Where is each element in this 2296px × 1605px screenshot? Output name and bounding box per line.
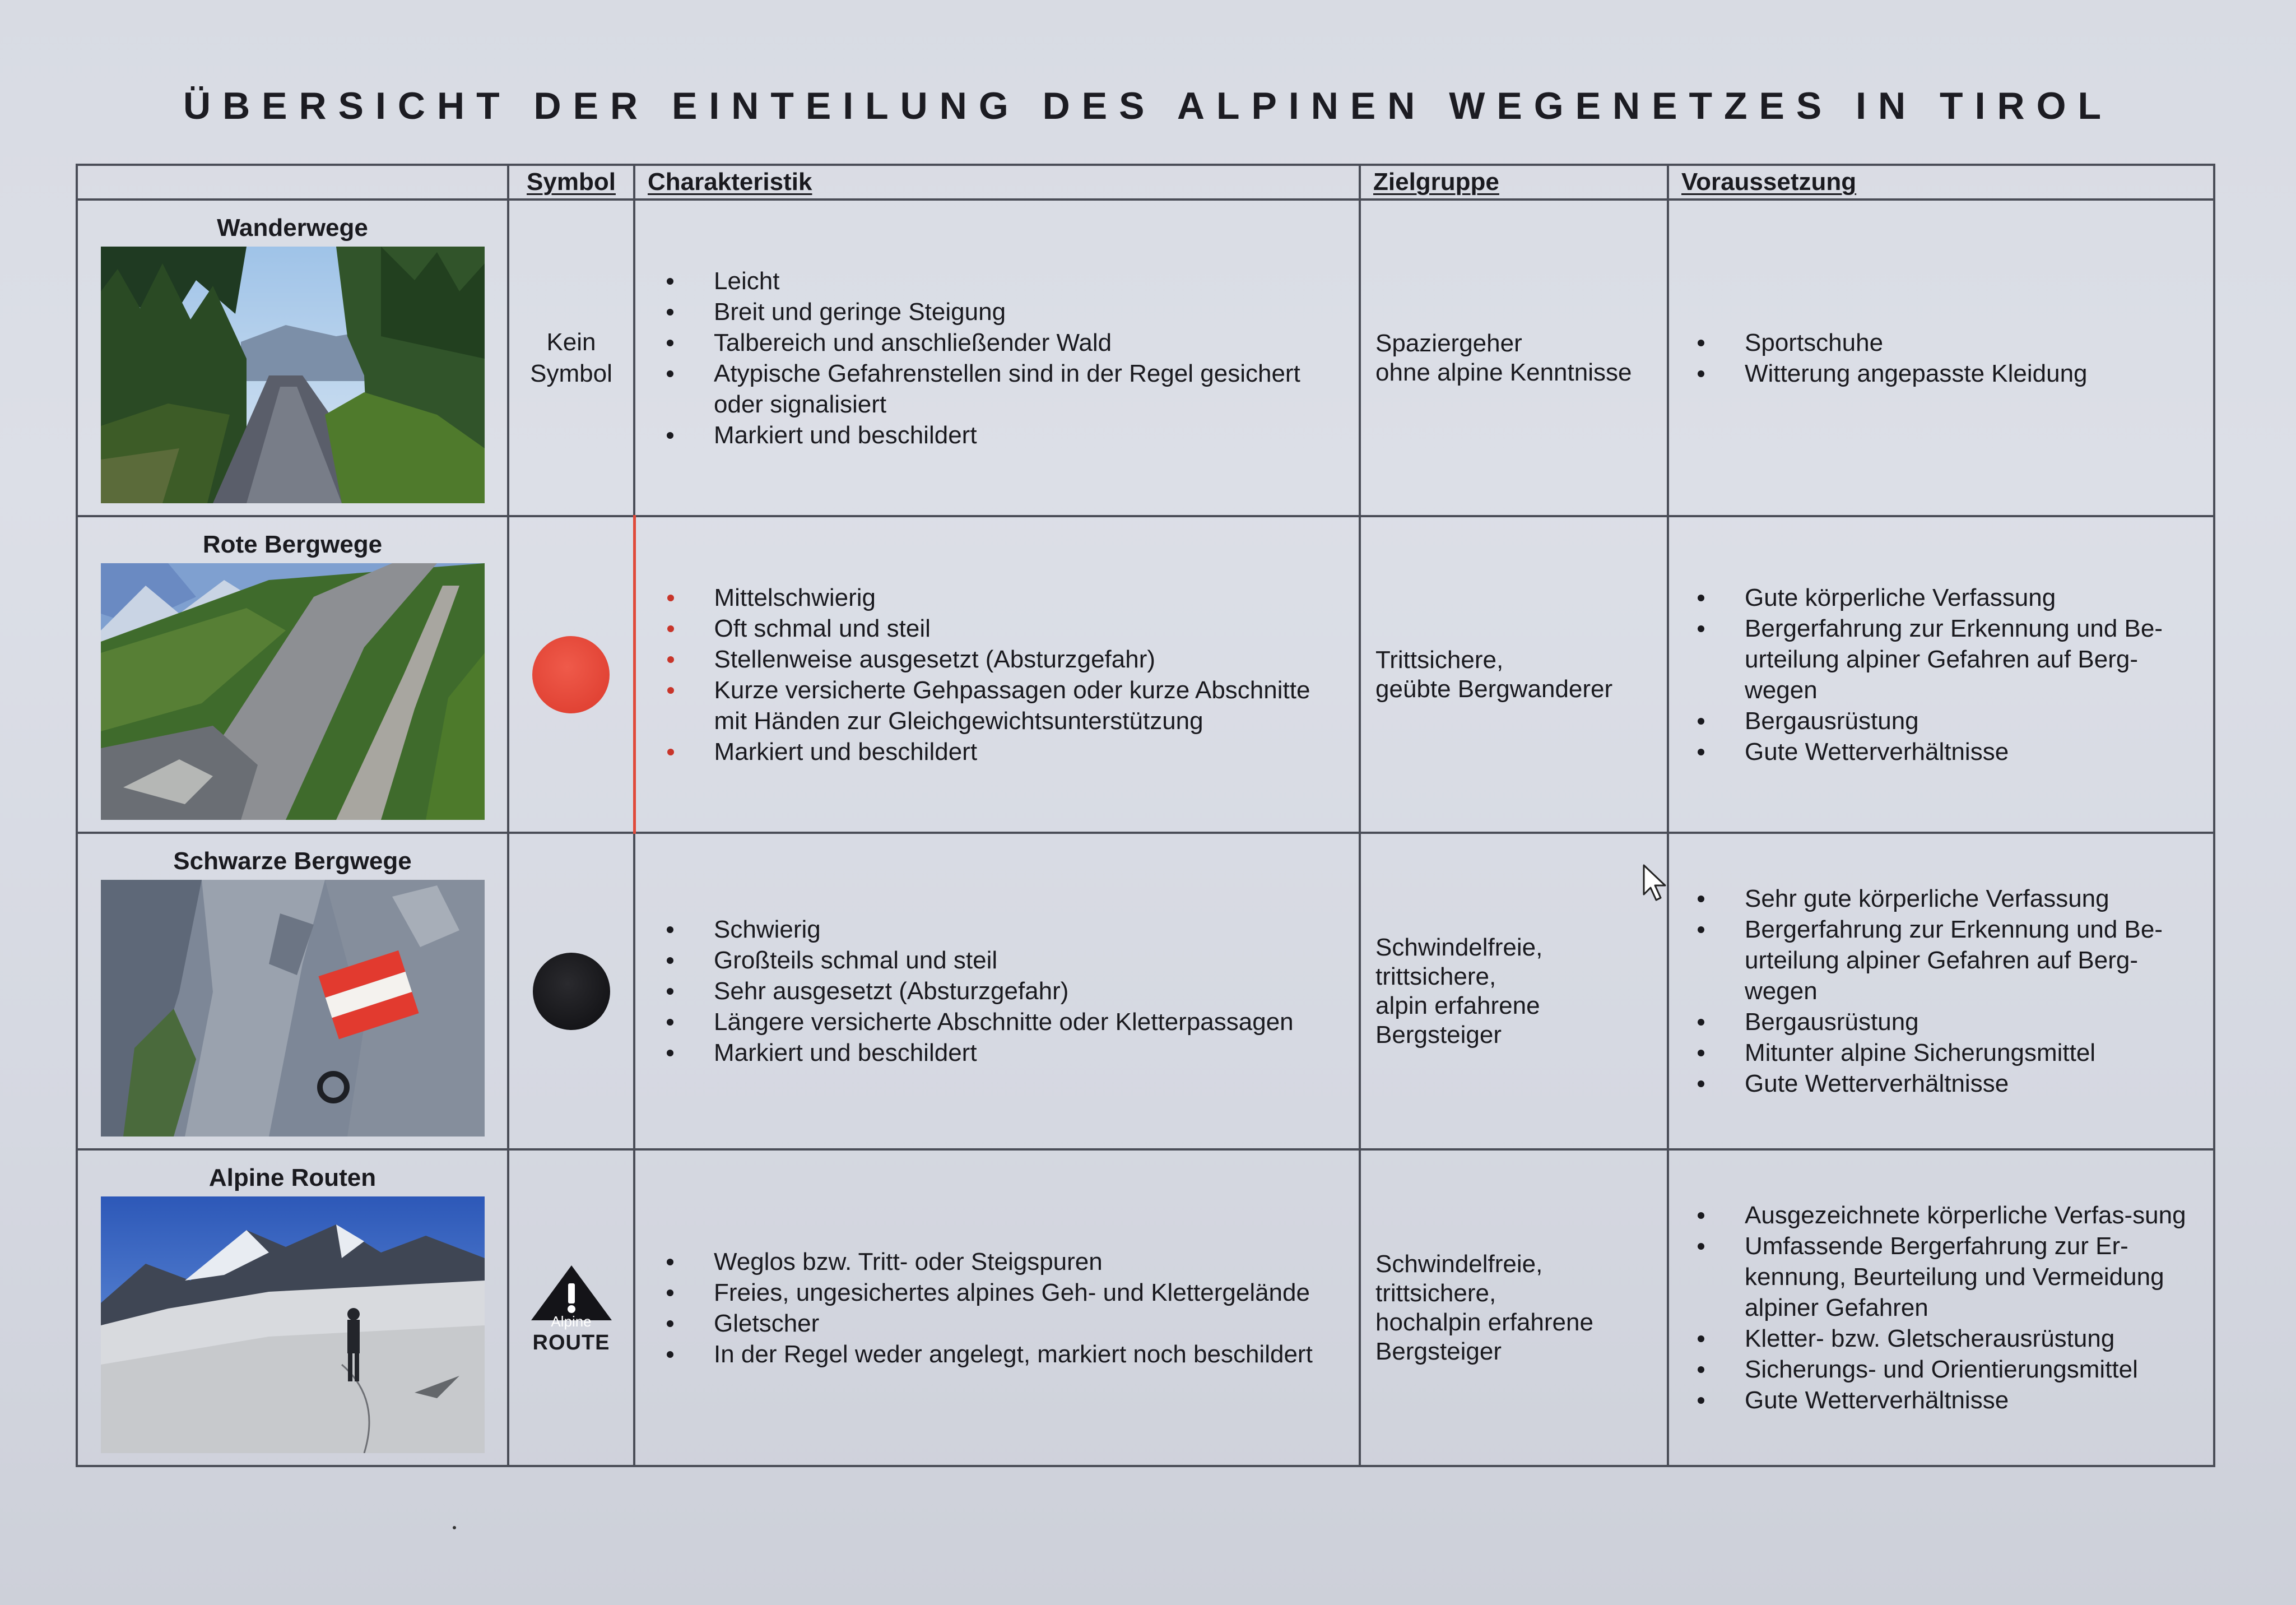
requirement-list bbox=[1669, 1200, 2196, 1416]
requirement-cell bbox=[1668, 833, 2214, 1149]
target-group-cell bbox=[1360, 200, 1668, 516]
list-item: Sehr gute körperliche Verfassung bbox=[1745, 883, 2196, 914]
list-item: Talbereich und anschließender Wald bbox=[714, 327, 1342, 358]
list-item: Leicht bbox=[714, 266, 1342, 296]
target-group-text: Schwindelfreie, bbox=[1375, 1250, 1543, 1278]
list-item: Atypische Gefahrenstellen sind in der Regel gesichert oder signalisiert bbox=[714, 358, 1342, 420]
target-group-text: ohne alpine Kenntnisse bbox=[1375, 358, 1632, 386]
characteristic-list bbox=[636, 582, 1342, 767]
red-dot-icon bbox=[532, 636, 610, 713]
requirement-cell bbox=[1668, 1149, 2214, 1466]
list-item: Gute Wetterverhältnisse bbox=[1745, 1068, 2196, 1099]
list-item: Gute Wetterverhältnisse bbox=[1745, 1385, 2196, 1416]
category-cell bbox=[77, 833, 508, 1149]
symbol-cell bbox=[508, 200, 634, 516]
target-group-cell bbox=[1360, 516, 1668, 833]
list-item: Ausgezeichnete körperliche Verfas-sung bbox=[1745, 1200, 2196, 1231]
list-item: Stellenweise ausgesetzt (Absturzgefahr) bbox=[714, 644, 1342, 675]
alpine-route-sign bbox=[527, 1262, 616, 1354]
list-item: Umfassende Bergerfahrung zur Er-kennung, Beurteilung und Vermeidung alpiner Gefahren bbox=[1745, 1231, 2196, 1323]
list-item: Sportschuhe bbox=[1745, 327, 2196, 358]
category-cell bbox=[77, 200, 508, 516]
symbol-text: Symbol bbox=[530, 359, 612, 387]
target-group-text: trittsichere, bbox=[1375, 1279, 1496, 1307]
route-label: ROUTE bbox=[532, 1330, 610, 1354]
requirement-list bbox=[1669, 582, 2196, 767]
list-item: Kurze versicherte Gehpassagen oder kurze Abschnitte mit Händen zur Gleichgewichtsunterstützung bbox=[714, 675, 1342, 736]
symbol-cell bbox=[508, 516, 634, 833]
list-item: Markiert und beschildert bbox=[714, 1037, 1342, 1068]
table-row bbox=[77, 1149, 2214, 1466]
header-category bbox=[77, 165, 508, 200]
screen-speck bbox=[453, 1526, 456, 1529]
requirement-cell bbox=[1668, 516, 2214, 833]
category-title: Schwarze Bergwege bbox=[173, 847, 412, 875]
list-item: Großteils schmal und steil bbox=[714, 945, 1342, 976]
target-group-text: Trittsichere, bbox=[1375, 646, 1504, 674]
target-group-text: geübte Bergwanderer bbox=[1375, 675, 1613, 703]
list-item: Bergerfahrung zur Erkennung und Be-urteilung alpiner Gefahren auf Berg-wegen bbox=[1745, 914, 2196, 1006]
category-title: Wanderwege bbox=[217, 214, 368, 242]
mouse-cursor-icon bbox=[1642, 863, 1670, 902]
table-row bbox=[77, 516, 2214, 833]
list-item: Bergausrüstung bbox=[1745, 1006, 2196, 1037]
alpine-label: Alpine bbox=[551, 1312, 592, 1330]
list-item: Oft schmal und steil bbox=[714, 613, 1342, 644]
list-item: Gute Wetterverhältnisse bbox=[1745, 736, 2196, 767]
list-item: Kletter- bzw. Gletscherausrüstung bbox=[1745, 1323, 2196, 1354]
target-group-text: Schwindelfreie, bbox=[1375, 933, 1543, 961]
target-group-text: hochalpin erfahrene bbox=[1375, 1308, 1593, 1336]
list-item: Bergausrüstung bbox=[1745, 706, 2196, 736]
header-target-group: Zielgruppe bbox=[1360, 165, 1668, 200]
characteristic-list bbox=[635, 1246, 1342, 1370]
header-characteristic: Charakteristik bbox=[634, 165, 1360, 200]
symbol-text: Kein bbox=[546, 328, 596, 356]
characteristic-list bbox=[635, 914, 1342, 1068]
requirement-list bbox=[1669, 883, 2196, 1099]
rock-wall-marker-photo bbox=[101, 880, 485, 1137]
list-item: Witterung angepasste Kleidung bbox=[1745, 358, 2196, 389]
target-group-text: trittsichere, bbox=[1375, 962, 1496, 990]
target-group-text: alpin erfahrene bbox=[1375, 991, 1540, 1019]
characteristic-cell bbox=[634, 1149, 1360, 1466]
list-item: Schwierig bbox=[714, 914, 1342, 945]
mountain-trail-photo bbox=[101, 563, 485, 820]
list-item: Mittelschwierig bbox=[714, 582, 1342, 613]
list-item: Weglos bzw. Tritt- oder Steigspuren bbox=[714, 1246, 1342, 1277]
list-item: Bergerfahrung zur Erkennung und Be-urteilung alpiner Gefahren auf Berg-wegen bbox=[1745, 613, 2196, 706]
glacier-hiker-photo bbox=[101, 1196, 485, 1453]
page-title: ÜBERSICHT DER EINTEILUNG DES ALPINEN WEGENETZES IN TIROL bbox=[183, 85, 2113, 127]
forest-path-photo bbox=[101, 247, 485, 503]
table-header-row bbox=[77, 165, 2214, 200]
list-item: Markiert und beschildert bbox=[714, 736, 1342, 767]
characteristic-cell bbox=[634, 833, 1360, 1149]
target-group-text: Bergsteiger bbox=[1375, 1337, 1502, 1365]
list-item: Breit und geringe Steigung bbox=[714, 296, 1342, 327]
category-cell bbox=[77, 516, 508, 833]
target-group-text: Bergsteiger bbox=[1375, 1020, 1502, 1049]
list-item: Längere versicherte Abschnitte oder Kletterpassagen bbox=[714, 1006, 1342, 1037]
list-item: Mitunter alpine Sicherungsmittel bbox=[1745, 1037, 2196, 1068]
category-title: Rote Bergwege bbox=[202, 530, 383, 558]
list-item: Sehr ausgesetzt (Absturzgefahr) bbox=[714, 976, 1342, 1006]
list-item: Markiert und beschildert bbox=[714, 420, 1342, 451]
list-item: Sicherungs- und Orientierungsmittel bbox=[1745, 1354, 2196, 1385]
table-row bbox=[77, 200, 2214, 516]
black-dot-icon bbox=[533, 953, 610, 1030]
symbol-cell bbox=[508, 833, 634, 1149]
characteristic-cell bbox=[634, 200, 1360, 516]
characteristic-list bbox=[635, 266, 1342, 451]
target-group-cell bbox=[1360, 1149, 1668, 1466]
characteristic-cell bbox=[634, 516, 1360, 833]
target-group-text: Spaziergeher bbox=[1375, 329, 1522, 357]
category-title: Alpine Routen bbox=[208, 1163, 377, 1191]
list-item: Gletscher bbox=[714, 1308, 1342, 1339]
target-group-cell bbox=[1360, 833, 1668, 1149]
category-cell bbox=[77, 1149, 508, 1466]
requirement-list bbox=[1669, 327, 2196, 389]
header-requirement: Voraussetzung bbox=[1668, 165, 2214, 200]
list-item: Gute körperliche Verfassung bbox=[1745, 582, 2196, 613]
list-item: In der Regel weder angelegt, markiert noch beschildert bbox=[714, 1339, 1342, 1370]
symbol-cell bbox=[508, 1149, 634, 1466]
requirement-cell bbox=[1668, 200, 2214, 516]
table-row bbox=[77, 833, 2214, 1149]
trail-classification-table bbox=[76, 164, 2215, 1467]
header-symbol: Symbol bbox=[508, 165, 634, 200]
list-item: Freies, ungesichertes alpines Geh- und Klettergelände bbox=[714, 1277, 1342, 1308]
